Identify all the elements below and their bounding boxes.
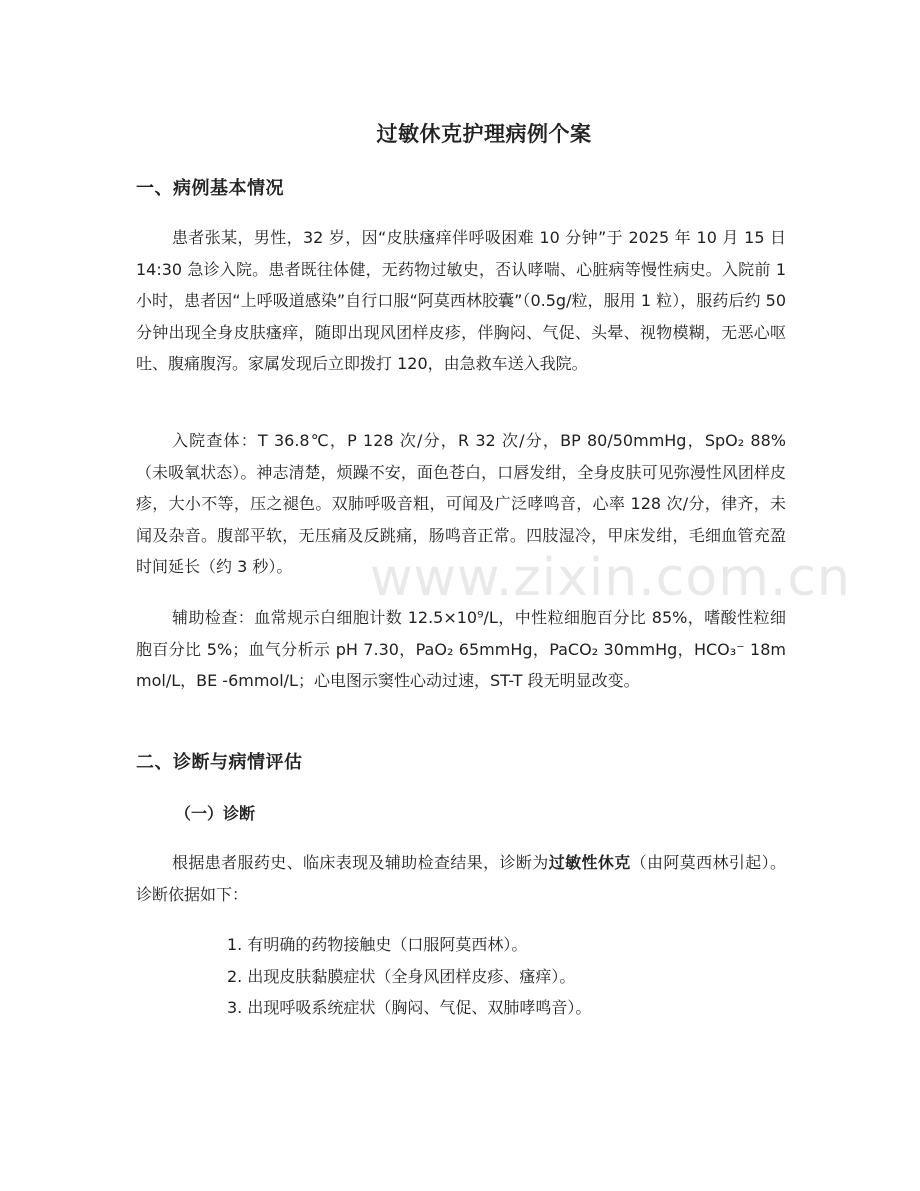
document-title: 过敏休克护理病例个案 bbox=[376, 122, 592, 146]
section-heading-basic-info: 一、病例基本情况 bbox=[136, 178, 284, 199]
subheading-diagnosis: （一）诊断 bbox=[175, 804, 256, 823]
list-item: 1. 有明确的药物接触史（口服阿莫西林）。 bbox=[227, 935, 528, 954]
paragraph-lab-tests: 辅助检查：血常规示白细胞计数 12.5×10⁹/L，中性粒细胞百分比 85%，嗜酸性粒细胞百分比 5%；血气分析示 pH 7.30，PaO₂ 65mmHg，PaCO₂ 30mmHg，HCO₃⁻ 18mmol/L，BE -6mmol/L；心电图示窦性心动过速，ST-T 段无明显改变。 bbox=[136, 608, 786, 690]
list-item: 3. 出现呼吸系统症状（胸闷、气促、双肺哮鸣音）。 bbox=[227, 998, 592, 1017]
watermark: www.zixin.com.cn bbox=[370, 548, 851, 608]
section-heading-diagnosis: 二、诊断与病情评估 bbox=[136, 752, 303, 773]
diagnosis-criteria-list bbox=[227, 929, 591, 1024]
diagnosis-text-before: 根据患者服药史、临床表现及辅助检查结果，诊断为 bbox=[172, 853, 549, 872]
paragraph-history: 患者张某，男性，32 岁，因“皮肤瘙痒伴呼吸困难 10 分钟”于 2025 年 10 月 15 日 14:30 急诊入院。患者既往体健，无药物过敏史，否认哮喘、心脏病等慢性病史。入院前 1 小时，患者因“上呼吸道感染”自行口服“阿莫西林胶囊”（0.5g/粒，服用 1 粒），服药后约 50 分钟出现全身皮肤瘙痒，随即出现风团样皮疹，伴胸闷、气促、头晕、视物模糊，无恶心呕吐、腹痛腹泻。家属发现后立即拨打 120，由急救车送入我院。 bbox=[136, 228, 786, 373]
diagnosis-bold-term: 过敏性休克 bbox=[548, 853, 631, 872]
list-item: 2. 出现皮肤黏膜症状（全身风团样皮疹、瘙痒）。 bbox=[227, 966, 576, 986]
diagnosis-text-after: （由阿莫西林引起）。诊断依据如下： bbox=[136, 853, 786, 904]
paragraph-diagnosis bbox=[136, 847, 786, 910]
paragraph-physical-exam: 入院查体：T 36.8℃，P 128 次/分，R 32 次/分，BP 80/50mmHg，SpO₂ 88%（未吸氧状态）。神志清楚，烦躁不安，面色苍白，口唇发绀，全身皮肤可见弥漫性风团样皮疹，大小不等，压之褪色。双肺呼吸音粗，可闻及广泛哮鸣音，心率 128 次/分，律齐，未闻及杂音。腹部平软，无压痛及反跳痛，肠鸣音正常。四肢湿冷，甲床发绀，毛细血管充盈时间延长（约 3 秒）。 bbox=[136, 431, 786, 576]
